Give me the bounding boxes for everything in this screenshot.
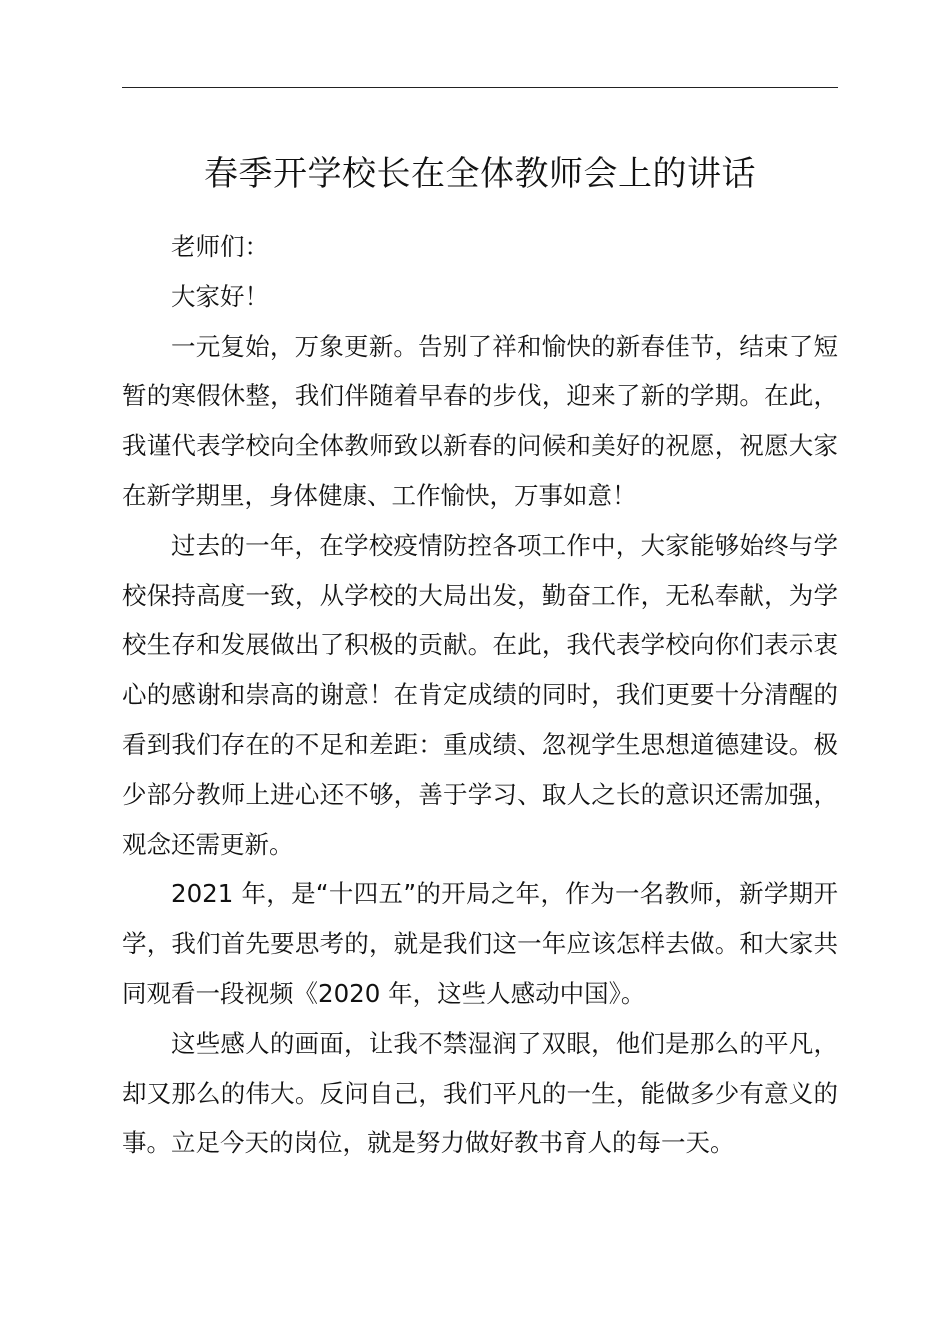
salutation: 老师们： <box>171 232 269 261</box>
paragraph-reflection: 这些感人的画面，让我不禁湿润了双眼，他们是那么的平凡，却又那么的伟大。反问自己，我们平凡的一生，能做多少有意义的事。立足今天的岗位，就是努力做好教书育人的每一天。 <box>122 1028 838 1158</box>
document-title: 春季开学校长在全体教师会上的讲话 <box>204 154 756 194</box>
paragraph-past-year: 过去的一年，在学校疫情防控各项工作中，大家能够始终与学校保持高度一致，从学校的大局出发，勤奋工作，无私奉献，为学校生存和发展做出了积极的贡献。在此，我代表学校向你们表示衷心的感谢和崇高的谢意！在肯定成绩的同时，我们更要十分清醒的看到我们存在的不足和差距：重成绩、忽视学生思想道德建设。极少部分教师上进心还不够，善于学习、取人之长的意识还需加强，观念还需更新。 <box>122 530 838 859</box>
paragraph-2021: 2021 年，是“十四五”的开局之年，作为一名教师，新学期开学，我们首先要思考的，就是我们这一年应该怎样去做。和大家共同观看一段视频《2020 年，这些人感动中国》。 <box>122 879 838 1008</box>
header-rule <box>122 87 838 88</box>
greeting: 大家好！ <box>171 281 269 311</box>
document-body <box>122 222 838 1168</box>
paragraph-new-year: 一元复始，万象更新。告别了祥和愉快的新春佳节，结束了短暂的寒假休整，我们伴随着早春的步伐，迎来了新的学期。在此，我谨代表学校向全体教师致以新春的问候和美好的祝愿，祝愿大家在新学期里，身体健康、工作愉快，万事如意！ <box>122 331 838 510</box>
